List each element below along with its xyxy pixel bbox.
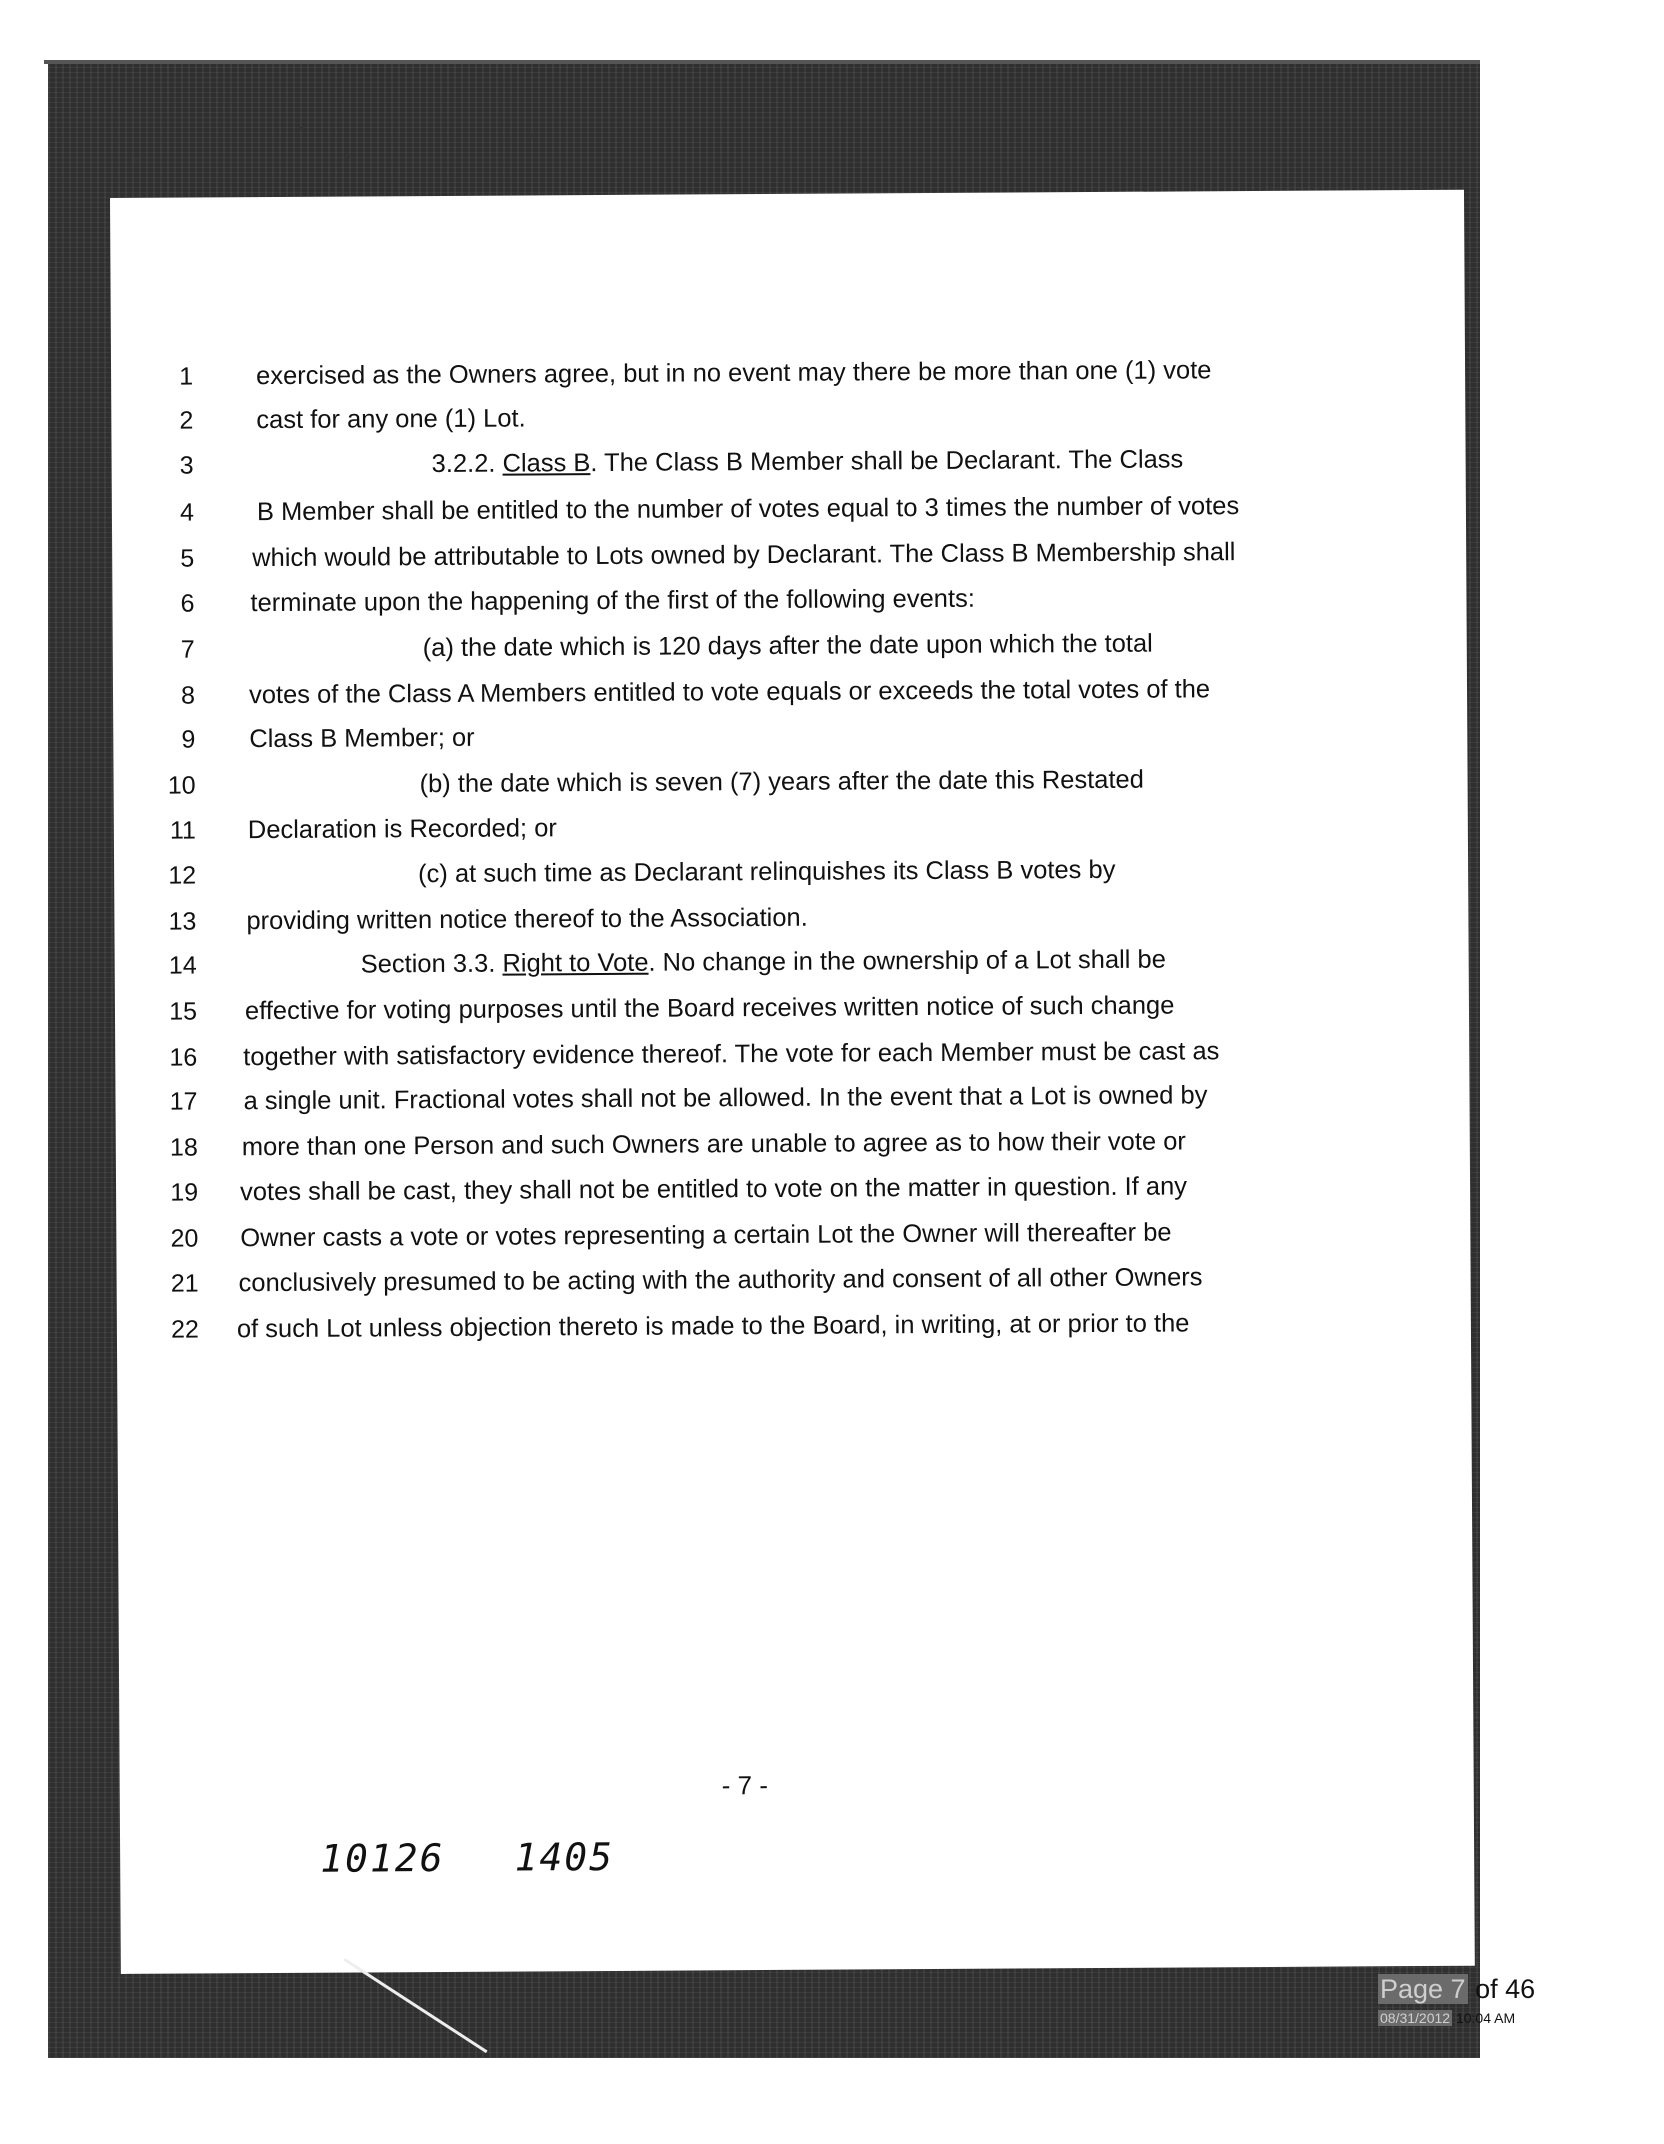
line-number: 1 <box>179 362 194 391</box>
line-segment: . No change in the ownership of a Lot shall be <box>648 945 1166 977</box>
document-line <box>239 1263 1203 1298</box>
line-number: 17 <box>169 1087 198 1116</box>
line-number: 21 <box>170 1269 199 1298</box>
line-segment: which would be attributable to Lots owned by Declarant. The Class B Membership shall <box>252 538 1236 573</box>
scan-speck <box>300 127 304 131</box>
line-segment: Declaration is Recorded; or <box>247 814 557 845</box>
document-line <box>240 1172 1187 1207</box>
line-segment: terminate upon the happening of the first of the following events: <box>250 584 975 618</box>
document-line <box>243 1081 1207 1116</box>
document-line <box>418 856 1115 889</box>
document-line <box>249 675 1210 710</box>
document-page <box>110 190 1475 1974</box>
line-segment: . The Class B Member shall be Declarant. The Class <box>590 445 1184 478</box>
document-line <box>248 814 557 845</box>
footer-time: 10:04 AM <box>1452 2010 1516 2026</box>
line-number: 18 <box>169 1133 198 1162</box>
section-heading: Right to Vote <box>502 948 649 978</box>
line-number: 16 <box>169 1043 198 1072</box>
scan-top-edge <box>44 60 1480 64</box>
line-segment: B Member shall be entitled to the number of votes equal to 3 times the number of votes <box>256 492 1240 527</box>
document-line <box>249 724 474 754</box>
line-number: 13 <box>168 907 197 936</box>
line-segment: together with satisfactory evidence thereof. The vote for each Member must be cast as <box>243 1037 1220 1072</box>
footer-page-counter <box>1378 1974 1535 2005</box>
line-segment: votes shall be cast, they shall not be entitled to vote on the matter in question. If any <box>239 1172 1188 1207</box>
line-segment: exercised as the Owners agree, but in no event may there be more than one (1) vote <box>256 356 1212 391</box>
document-line <box>423 630 1153 663</box>
line-number: 4 <box>179 498 195 527</box>
document-line <box>432 445 1184 479</box>
line-segment: (b) the date which is seven (7) years after the date this Restated <box>419 765 1144 799</box>
line-segment: Section 3.3. <box>360 949 503 979</box>
document-line <box>240 1219 1171 1254</box>
section-heading: Class B <box>502 449 591 478</box>
recording-page: 1405 <box>514 1834 615 1880</box>
line-segment: effective for voting purposes until the Board receives written notice of such change <box>244 991 1175 1026</box>
document-line <box>246 904 807 936</box>
document-line <box>237 1309 1190 1344</box>
line-segment: Class B Member; or <box>249 723 475 754</box>
line-segment: of such Lot unless objection thereto is made to the Board, in writing, at or prior to the <box>236 1309 1190 1344</box>
line-number: 11 <box>169 816 196 845</box>
footer-page-label: Page 7 <box>1380 1974 1466 2004</box>
line-segment: (c) at such time as Declarant relinquishes its Class B votes by <box>418 855 1116 889</box>
document-line <box>252 538 1235 573</box>
line-number: 12 <box>168 861 197 890</box>
line-number: 10 <box>167 771 196 800</box>
line-number: 22 <box>171 1315 199 1344</box>
document-line <box>242 1127 1186 1162</box>
document-line <box>243 1037 1219 1072</box>
line-number: 8 <box>181 681 196 710</box>
document-line <box>256 356 1212 391</box>
line-number: 2 <box>179 406 194 435</box>
line-segment: (a) the date which is 120 days after the date upon which the total <box>422 629 1153 663</box>
scan-speck <box>530 133 534 137</box>
footer-timestamp <box>1378 2010 1515 2026</box>
handwritten-recording-number <box>320 1835 614 1881</box>
footer-date: 08/31/2012 <box>1380 2010 1451 2026</box>
document-line <box>420 766 1144 799</box>
document-line <box>245 992 1175 1027</box>
line-segment: a single unit. Fractional votes shall not be allowed. In the event that a Lot is owned by <box>243 1081 1208 1116</box>
line-segment: votes of the Class A Members entitled to vote equals or exceeds the total votes of the <box>248 675 1211 710</box>
line-segment: conclusively presumed to be acting with the authority and consent of all other Owners <box>238 1263 1203 1298</box>
line-number: 20 <box>170 1224 199 1253</box>
page-number: - 7 - <box>721 1770 769 1801</box>
document-line <box>250 585 975 618</box>
scan-speck <box>134 158 138 162</box>
line-number: 19 <box>170 1178 199 1207</box>
scan-speck <box>346 155 350 159</box>
footer-page-total: of 46 <box>1467 1974 1536 2004</box>
line-segment: Owner casts a vote or votes representing a certain Lot the Owner will thereafter be <box>240 1218 1172 1253</box>
document-line <box>361 946 1166 980</box>
line-number: 7 <box>180 635 195 664</box>
line-segment: 3.2.2. <box>431 449 503 479</box>
line-number: 3 <box>179 451 194 480</box>
document-line <box>257 492 1239 527</box>
line-number: 15 <box>169 997 198 1026</box>
line-number: 6 <box>180 589 195 618</box>
line-segment: more than one Person and such Owners are unable to agree as to how their vote or <box>241 1127 1186 1162</box>
line-number: 5 <box>180 544 195 573</box>
line-segment: cast for any one (1) Lot. <box>256 404 526 435</box>
line-number: 14 <box>168 951 197 980</box>
recording-book: 10126 <box>320 1835 445 1881</box>
line-segment: providing written notice thereof to the Association. <box>246 903 808 936</box>
line-number: 9 <box>181 725 196 754</box>
document-line <box>256 404 525 435</box>
